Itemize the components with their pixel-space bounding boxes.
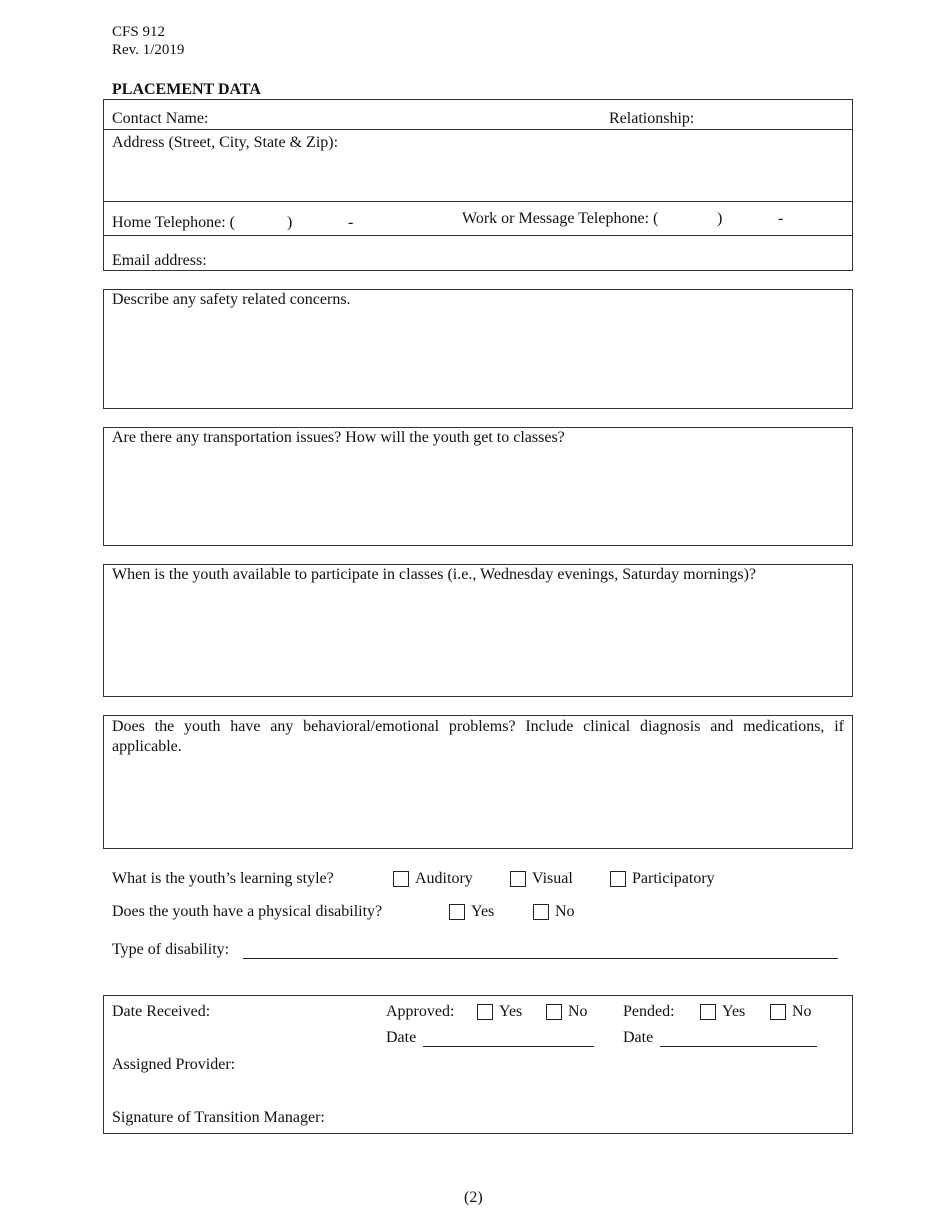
home-telephone-field[interactable] <box>246 205 436 231</box>
assigned-provider-label: Assigned Provider: <box>112 1056 236 1073</box>
email-label: Email address: <box>112 252 207 269</box>
pended-no-label: No <box>792 1003 812 1020</box>
work-telephone-paren: ) <box>717 210 723 227</box>
approved-yes-label: Yes <box>499 1003 523 1020</box>
page-number: (2) <box>464 1189 483 1206</box>
participatory-option-label: Participatory <box>632 870 715 887</box>
contact-name-field[interactable] <box>230 104 590 128</box>
pended-yes-label: Yes <box>722 1003 746 1020</box>
disability-type-field[interactable] <box>243 958 838 959</box>
approved-no-label: No <box>568 1003 588 1020</box>
work-telephone-label: Work or Message Telephone: ( <box>462 210 659 227</box>
behavioral-question: Does the youth have any behavioral/emotional problems? Include clinical diagnosis and medications, if applicable. <box>112 718 844 755</box>
pended-yes-checkbox[interactable] <box>700 1004 716 1020</box>
safety-concerns-question: Describe any safety related concerns. <box>112 291 351 308</box>
form-number: CFS 912 <box>112 24 165 40</box>
home-telephone-label: Home Telephone: ( <box>112 214 235 231</box>
divider <box>103 129 853 130</box>
work-telephone-field[interactable] <box>678 205 848 231</box>
divider <box>103 201 853 202</box>
disability-yes-checkbox[interactable] <box>449 904 465 920</box>
availability-question: When is the youth available to participate in classes (i.e., Wednesday evenings, Saturday mornings)? <box>112 566 757 583</box>
divider <box>103 235 853 236</box>
auditory-option-label: Auditory <box>415 870 473 887</box>
contact-name-label: Contact Name: <box>112 110 209 127</box>
approved-label: Approved: <box>386 1003 455 1020</box>
email-field[interactable] <box>218 241 848 267</box>
pended-no-checkbox[interactable] <box>770 1004 786 1020</box>
disability-type-label: Type of disability: <box>112 941 230 958</box>
form-revision: Rev. 1/2019 <box>112 42 185 58</box>
home-telephone-paren: ) <box>287 214 293 231</box>
learning-style-label: What is the youth’s learning style? <box>112 870 334 887</box>
home-telephone-dash: - <box>348 214 354 231</box>
relationship-label: Relationship: <box>609 110 695 127</box>
approved-yes-checkbox[interactable] <box>477 1004 493 1020</box>
approved-no-checkbox[interactable] <box>546 1004 562 1020</box>
relationship-field[interactable] <box>708 104 848 128</box>
approved-date-label: Date <box>386 1029 417 1046</box>
transportation-question: Are there any transportation issues? How will the youth get to classes? <box>112 429 565 446</box>
pended-date-label: Date <box>623 1029 654 1046</box>
address-field[interactable] <box>112 156 848 198</box>
participatory-checkbox[interactable] <box>610 871 626 887</box>
disability-no-label: No <box>555 903 575 920</box>
physical-disability-label: Does the youth have a physical disability? <box>112 903 383 920</box>
address-label: Address (Street, City, State & Zip): <box>112 134 339 151</box>
visual-option-label: Visual <box>532 870 573 887</box>
visual-checkbox[interactable] <box>510 871 526 887</box>
signature-label: Signature of Transition Manager: <box>112 1109 325 1126</box>
disability-no-checkbox[interactable] <box>533 904 549 920</box>
disability-yes-label: Yes <box>471 903 495 920</box>
section-title: PLACEMENT DATA <box>112 81 261 98</box>
approved-date-field[interactable] <box>423 1046 594 1047</box>
work-telephone-dash: - <box>778 210 784 227</box>
date-received-label: Date Received: <box>112 1003 211 1020</box>
auditory-checkbox[interactable] <box>393 871 409 887</box>
pended-label: Pended: <box>623 1003 675 1020</box>
pended-date-field[interactable] <box>660 1046 817 1047</box>
